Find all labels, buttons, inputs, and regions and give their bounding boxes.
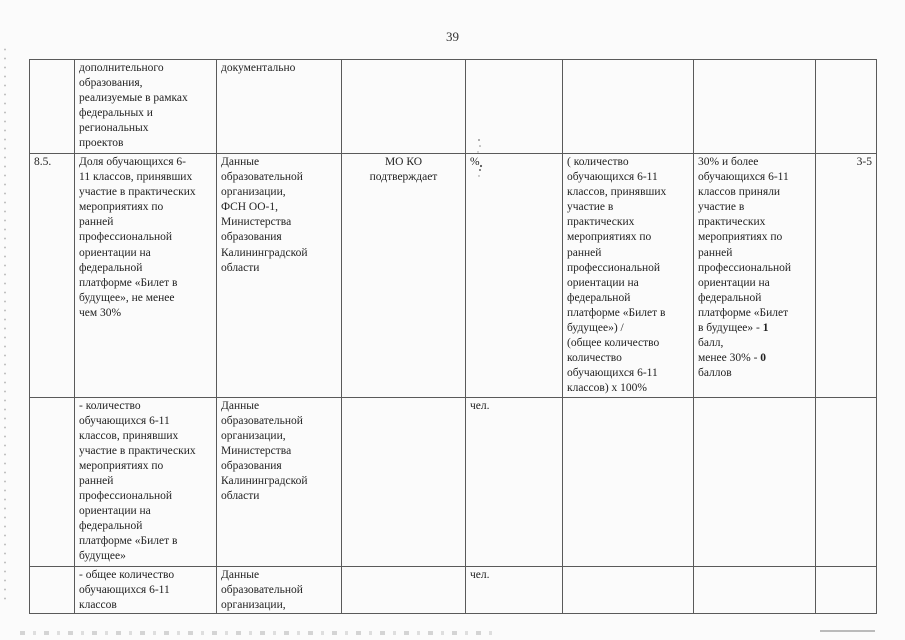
indicator-name-cell: - количество обучающихся 6-11 классов, принявших участие в практических мероприятиях по ранней профессиональной ориентации на федеральной платформе «Билет в будущее»	[75, 397, 217, 566]
row-number-cell: 8.5.	[30, 154, 75, 398]
score-cell	[816, 566, 877, 613]
unit-cell: чел.	[466, 397, 563, 566]
score-cell	[816, 60, 877, 154]
indicator-name-cell: - общее количество обучающихся 6-11 классов	[75, 566, 217, 613]
criteria-text-mid: балл, менее 30% -	[698, 337, 758, 365]
scan-edge-marks	[3, 45, 7, 605]
scan-artifact	[472, 136, 486, 184]
score-cell: 3-5	[816, 154, 877, 398]
table-row	[30, 154, 877, 398]
confirmation-cell	[342, 566, 466, 613]
formula-cell	[563, 60, 694, 154]
criteria-score-zero: 0	[760, 352, 767, 365]
table-row	[30, 397, 877, 566]
criteria-table	[29, 59, 877, 614]
criteria-text-end: баллов	[698, 367, 732, 380]
data-source-cell: Данные образовательной организации, Министерства образования Калининградской области	[217, 397, 342, 566]
criteria-text: 30% и более обучающихся 6-11 классов приняли участие в практических мероприятиях по ранней профессиональной ориентации на федеральной платформе «Билет в будущее» -	[698, 156, 792, 335]
unit-cell: %	[466, 154, 563, 398]
table-row	[30, 60, 877, 154]
confirmation-cell	[342, 60, 466, 154]
scan-dash	[820, 630, 875, 632]
indicator-name-cell: Доля обучающихся 6- 11 классов, принявших участие в практических мероприятиях по ранней профессиональной ориентации на федеральной платформе «Билет в будущее», не менее чем 30%	[75, 154, 217, 398]
scan-noise	[20, 631, 500, 635]
score-cell	[816, 397, 877, 566]
data-source-cell: документально	[217, 60, 342, 154]
criteria-cell	[694, 154, 816, 398]
criteria-cell	[694, 566, 816, 613]
criteria-score-one: 1	[762, 322, 769, 335]
scan-bottom-edge	[0, 627, 905, 640]
indicator-name-cell: дополнительного образования, реализуемые в рамках федеральных и региональных проектов	[75, 60, 217, 154]
page-number: 39	[446, 29, 459, 44]
row-number-cell	[30, 566, 75, 613]
formula-cell	[563, 566, 694, 613]
row-number-cell	[30, 397, 75, 566]
table-row	[30, 566, 877, 613]
confirmation-cell	[342, 397, 466, 566]
formula-cell	[563, 397, 694, 566]
criteria-cell	[694, 60, 816, 154]
data-source-cell: Данные образовательной организации, ФСН ОО-1, Министерства образования Калининградской области	[217, 154, 342, 398]
formula-cell: ( количество обучающихся 6-11 классов, принявших участие в практических мероприятиях по ранней профессиональной ориентации на федеральной платформе «Билет в будущее») / (общее количество количество обучающихся 6-11 классов) х 100%	[563, 154, 694, 398]
row-number-cell	[30, 60, 75, 154]
unit-cell: чел.	[466, 566, 563, 613]
confirmation-cell: МО КО подтверждает	[342, 154, 466, 398]
criteria-cell	[694, 397, 816, 566]
data-source-cell: Данные образовательной организации,	[217, 566, 342, 613]
